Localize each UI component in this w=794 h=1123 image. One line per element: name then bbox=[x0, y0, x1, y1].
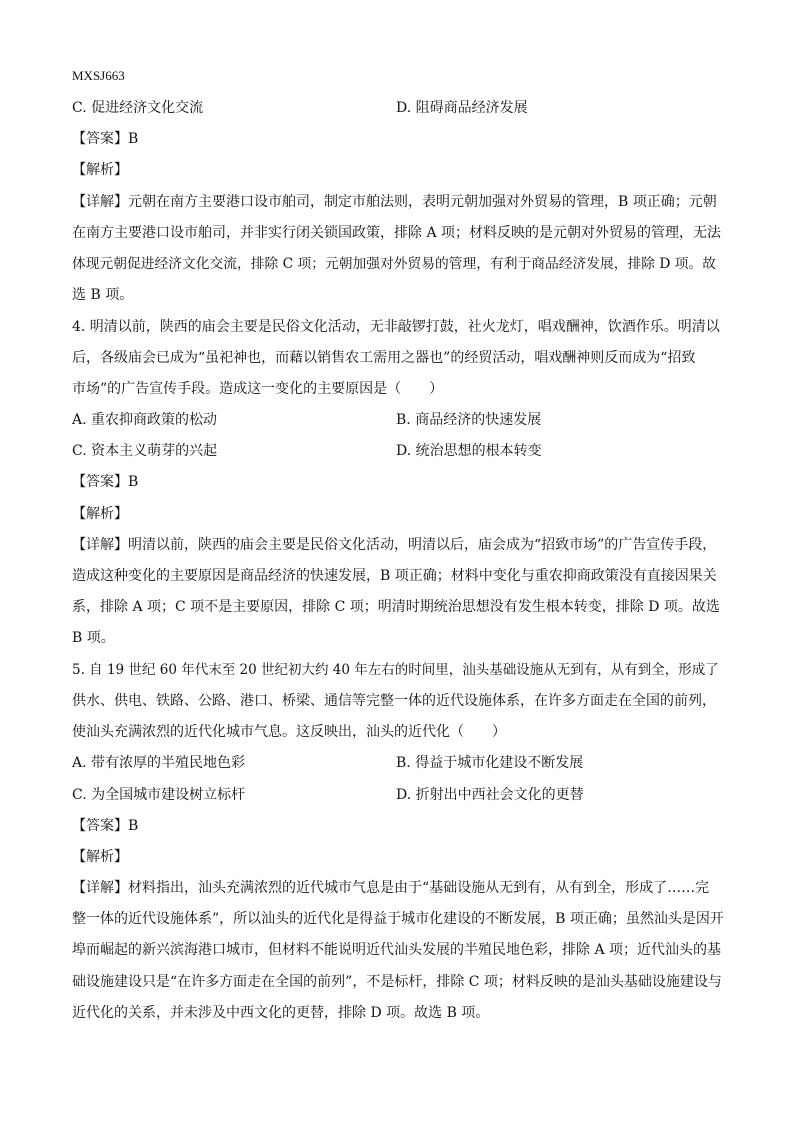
q5-option-a: A. 带有浓厚的半殖民地色彩 bbox=[72, 755, 246, 771]
q5-detail-line-2: 整一体的近代设施体系”，所以汕头的近代化是得益于城市化建设的不断发展，B 项正确；虽然汕头是因开 bbox=[72, 911, 724, 927]
q3-detail-line-1: 【详解】元朝在南方主要港口设市舶司，制定市舶法则，表明元朝加强对外贸易的管理，B 项正确；元朝 bbox=[72, 194, 717, 210]
q5-answer: 【答案】B bbox=[72, 818, 139, 834]
q5-option-c: C. 为全国城市建设树立标杆 bbox=[72, 787, 246, 803]
q5-detail-line-5: 近代化的关系，并未涉及中西文化的更替，排除 D 项。故选 B 项。 bbox=[72, 1005, 490, 1021]
q5-stem-line-1: 5. 自 19 世纪 60 年代末至 20 世纪初大约 40 年左右的时间里，汕头基础设施从无到有，从有到全，形成了 bbox=[72, 662, 719, 678]
q4-detail-line-2: 造成这种变化的主要原因是商品经济的快速发展，B 项正确；材料中变化与重农抑商政策没有直接因果关 bbox=[72, 568, 717, 584]
q4-detail-line-4: B 项。 bbox=[72, 630, 115, 646]
q5-stem-line-3: 使汕头充满浓烈的近代化城市气息。这反映出，汕头的近代化（ ） bbox=[72, 724, 506, 740]
q4-stem-line-3: 市场”的广告宣传手段。造成这一变化的主要原因是（ ） bbox=[72, 381, 444, 397]
q4-option-a: A. 重农抑商政策的松动 bbox=[72, 412, 218, 428]
q4-option-b: B. 商品经济的快速发展 bbox=[396, 412, 542, 428]
q3-detail-line-2: 在南方主要港口设市舶司，并非实行闭关锁国政策，排除 A 项；材料反映的是元朝对外贸易的管理，无法 bbox=[72, 225, 722, 241]
q3-answer: 【答案】B bbox=[72, 131, 139, 147]
q5-detail-line-1: 【详解】材料指出，汕头充满浓烈的近代城市气息是由于“基础设施从无到有，从有到全，形成了……完 bbox=[72, 880, 710, 896]
q4-option-d: D. 统治思想的根本转变 bbox=[396, 443, 542, 459]
q3-analysis-label: 【解析】 bbox=[72, 162, 128, 178]
q4-option-c: C. 资本主义萌芽的兴起 bbox=[72, 443, 218, 459]
q4-detail-line-3: 系，排除 A 项；C 项不是主要原因，排除 C 项；明清时期统治思想没有发生根本转变，排除 D 项。故选 bbox=[72, 599, 720, 615]
q5-option-b: B. 得益于城市化建设不断发展 bbox=[396, 755, 584, 771]
q3-detail-line-3: 体现元朝促进经济文化交流，排除 C 项；元朝加强对外贸易的管理，有利于商品经济发展，排除 D 项。故 bbox=[72, 256, 717, 272]
q5-detail-line-4: 础设施建设只是“在许多方面走在全国的前列”，不是标杆，排除 C 项；材料反映的是汕头基础设施建设与 bbox=[72, 974, 722, 990]
q3-option-d: D. 阻碍商品经济发展 bbox=[396, 100, 528, 116]
q4-analysis-label: 【解析】 bbox=[72, 506, 128, 522]
q4-stem-line-1: 4. 明清以前，陕西的庙会主要是民俗文化活动，无非敲锣打鼓，社火龙灯，唱戏酬神，饮酒作乐。明清以 bbox=[72, 319, 720, 335]
q5-detail-line-3: 埠而崛起的新兴滨海港口城市，但材料不能说明近代汕头发展的半殖民地色彩，排除 A 项；近代汕头的基 bbox=[72, 942, 722, 958]
q5-option-d: D. 折射出中西社会文化的更替 bbox=[396, 787, 584, 803]
document-code: MXSJ663 bbox=[72, 68, 125, 83]
q5-analysis-label: 【解析】 bbox=[72, 849, 128, 865]
q4-stem-line-2: 后，各级庙会已成为“虽祀神也，而藉以销售农工需用之器也”的经贸活动，唱戏酬神则反而成为“招致 bbox=[72, 350, 696, 366]
q4-answer: 【答案】B bbox=[72, 474, 139, 490]
q5-stem-line-2: 供水、供电、铁路、公路、港口、桥梁、通信等完整一体的近代设施体系，在许多方面走在全国的前列， bbox=[72, 693, 716, 709]
q3-option-c: C. 促进经济文化交流 bbox=[72, 100, 204, 116]
q3-detail-line-4: 选 B 项。 bbox=[72, 287, 134, 303]
q4-detail-line-1: 【详解】明清以前，陕西的庙会主要是民俗文化活动，明清以后，庙会成为“招致市场”的广告宣传手段， bbox=[72, 537, 717, 553]
